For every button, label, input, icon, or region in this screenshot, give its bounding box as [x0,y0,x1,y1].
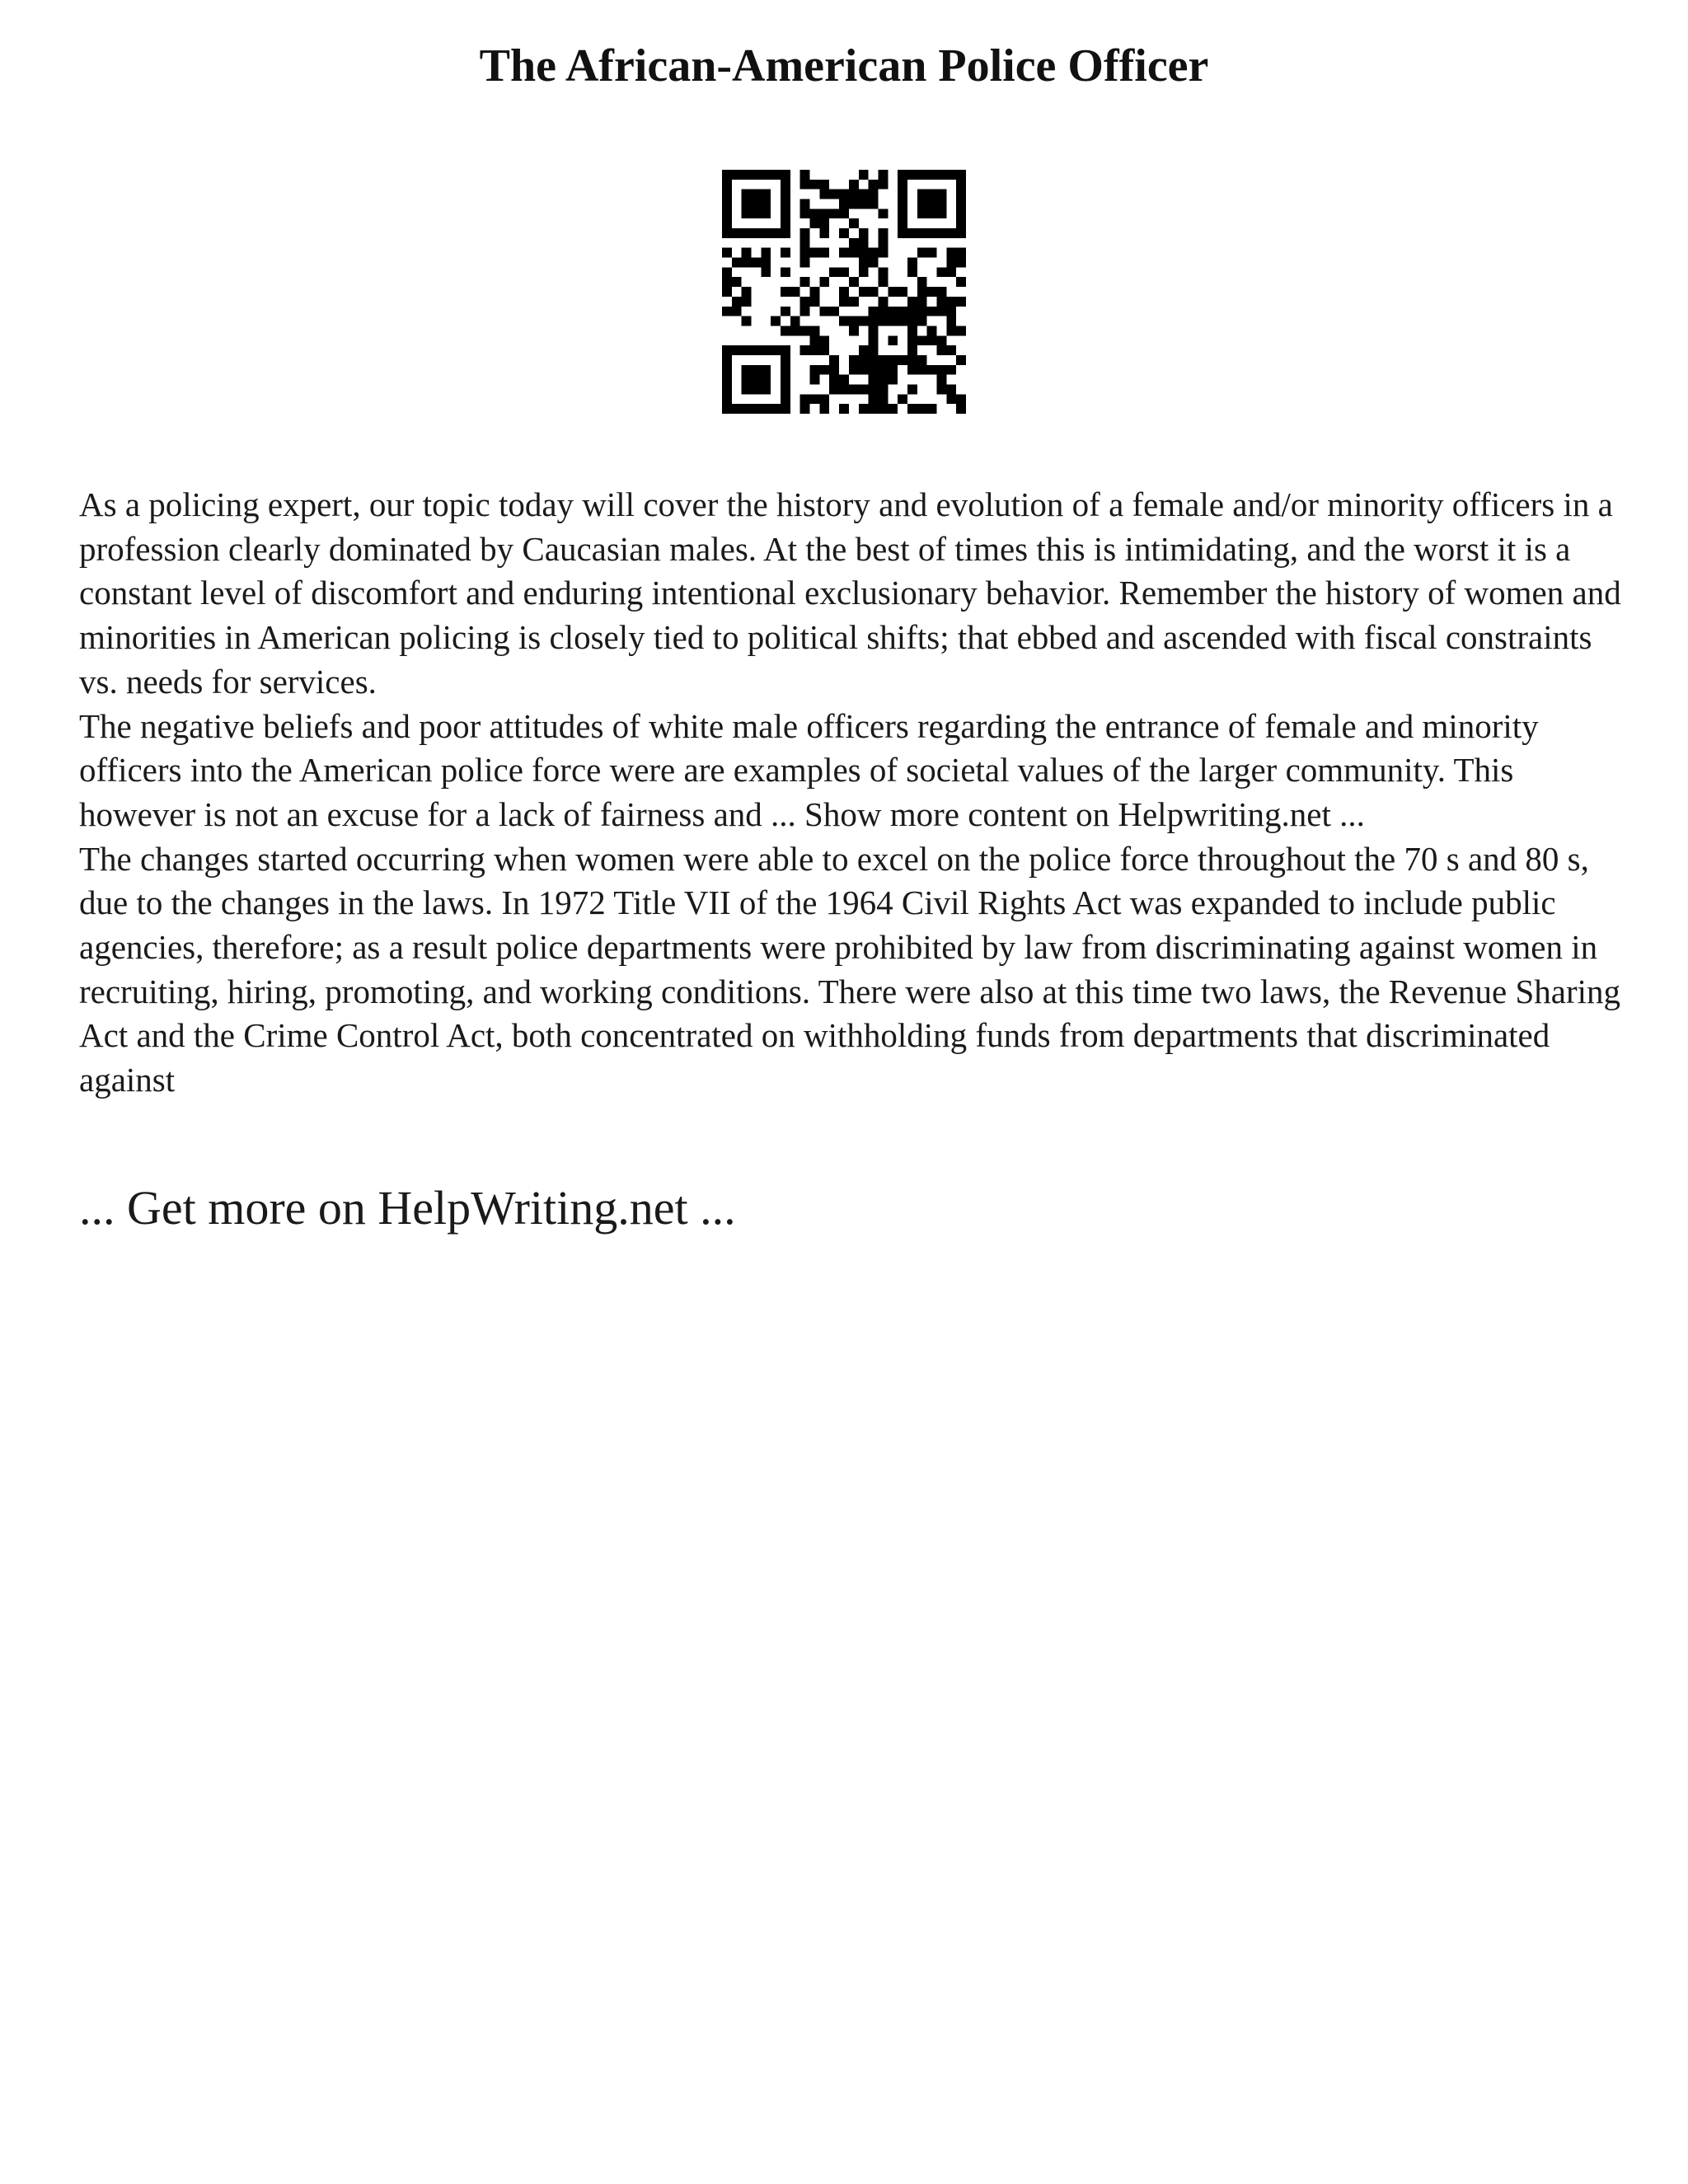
qr-module [810,326,820,335]
qr-module [742,297,752,307]
paragraph-2: The negative beliefs and poor attitudes of white male officers regarding the entrance of female and minority officers into the American police force were are examples of societal values of the larger community. This however is not an excuse for a lack of fairness and ... Show more content on Helpwriting.net ... [79,706,1539,833]
qr-module [810,180,820,190]
qr-module [898,287,907,297]
qr-module [849,248,859,258]
qr-module [839,375,849,385]
qr-module [927,365,937,375]
qr-module [761,248,771,258]
qr-module [869,258,879,268]
qr-module [849,355,859,365]
qr-module [859,287,869,297]
qr-module [810,365,820,375]
qr-module [956,258,966,268]
qr-finder-bottom-left-core [742,365,771,395]
qr-module [956,394,966,404]
qr-module [956,297,966,307]
qr-module [722,307,732,316]
qr-module [781,248,790,258]
qr-module [878,394,888,404]
qr-module [732,277,742,287]
qr-module [878,248,888,258]
qr-module [946,316,956,326]
qr-module [956,355,966,365]
qr-module [819,394,829,404]
qr-module [839,190,849,199]
qr-module [956,404,966,414]
qr-module [936,287,946,297]
qr-module [819,209,829,218]
qr-module [829,355,839,365]
qr-module [859,316,869,326]
qr-module [819,404,829,414]
qr-module [800,345,810,355]
qr-module [956,248,966,258]
qr-module [800,326,810,335]
qr-module [839,228,849,238]
qr-module [781,307,790,316]
qr-module [742,316,752,326]
qr-module [936,267,946,277]
qr-module [859,365,869,375]
qr-module [869,375,879,385]
qr-module [722,277,732,287]
qr-module [936,335,946,345]
qr-module [878,375,888,385]
qr-module [849,326,859,335]
qr-module [869,404,879,414]
qr-module [878,307,888,316]
qr-module [917,248,927,258]
qr-module [849,316,859,326]
qr-module [790,326,800,335]
qr-module [946,307,956,316]
qr-module [800,209,810,218]
qr-module [878,384,888,394]
paragraph-1: As a policing expert, our topic today will cover the history and evolution of a female and/or minority officers in a profession clearly dominated by Caucasian males. At the best of times this is intimidating, and the worst it is a constant level of discomfort and enduring intentional exclusionary behavior. Remember the history of women and minorities in American policing is closely tied to political shifts; that ebbed and ascended with fiscal constraints vs. needs for services. [79,485,1621,701]
qr-module [819,345,829,355]
qr-module [839,287,849,297]
qr-module [869,384,879,394]
qr-module [936,345,946,355]
qr-module [888,404,898,414]
qr-module [849,218,859,228]
qr-module [917,316,927,326]
qr-module [878,277,888,287]
qr-module [849,180,859,190]
qr-module [907,384,917,394]
qr-module [810,375,820,385]
qr-module [790,287,800,297]
qr-module [742,287,752,297]
qr-module [917,277,927,287]
qr-module [878,238,888,248]
qr-module [839,316,849,326]
qr-module [819,365,829,375]
qr-module [869,394,879,404]
qr-module [732,258,742,268]
qr-module [936,297,946,307]
qr-module [829,375,839,385]
paragraph-3: The changes started occurring when women were able to excel on the police force throughout the 70 s and 80 s, due to the changes in the laws. In 1972 Title VII of the 1964 Civil Rights Act was expanded to include public agencies, therefore; as a result police departments were prohibited by law from discriminating against women in recruiting, hiring, promoting, and working conditions. There were also at this time two laws, the Revenue Sharing Act and the Crime Control Act, both concentrated on withholding funds from departments that discriminated against [79,839,1621,1099]
qr-module [722,248,732,258]
qr-module [839,248,849,258]
qr-module [800,394,810,404]
qr-module [810,394,820,404]
qr-module [742,258,752,268]
qr-module [849,190,859,199]
qr-module [800,297,810,307]
qr-module [898,307,907,316]
qr-module [859,384,869,394]
qr-module [819,307,829,316]
qr-module [869,307,879,316]
qr-module [810,297,820,307]
qr-module [781,287,790,297]
qr-module [819,248,829,258]
qr-module [839,404,849,414]
qr-module [946,365,956,375]
qr-module [800,180,810,190]
qr-module [917,404,927,414]
qr-module [927,287,937,297]
qr-module [859,248,869,258]
qr-module [917,335,927,345]
qr-module [956,326,966,335]
qr-module [859,355,869,365]
qr-module [752,258,762,268]
qr-module [946,267,956,277]
qr-module [829,384,839,394]
article-body [79,483,1629,1103]
qr-module [761,267,771,277]
qr-module [781,326,790,335]
qr-module [761,258,771,268]
qr-module [859,228,869,238]
qr-module [829,190,839,199]
qr-module [810,209,820,218]
qr-module [927,307,937,316]
qr-module [859,345,869,355]
qr-module [819,180,829,190]
qr-module [859,190,869,199]
qr-module [946,394,956,404]
qr-module [839,384,849,394]
qr-module [927,335,937,345]
qr-module [849,365,859,375]
qr-module [800,238,810,248]
qr-module [829,365,839,375]
qr-module [849,238,859,248]
qr-module [859,404,869,414]
qr-module [917,307,927,316]
qr-module [907,307,917,316]
qr-module [907,365,917,375]
qr-module [869,248,879,258]
qr-module [946,345,956,355]
qr-module [859,258,869,268]
qr-module [800,248,810,258]
qr-module [927,326,937,335]
qr-module [946,326,956,335]
qr-module [819,190,829,199]
qr-module [810,218,820,228]
qr-module [800,228,810,238]
qr-module [859,238,869,248]
qr-module [839,267,849,277]
qr-module [742,248,752,258]
qr-module [839,199,849,209]
qr-module [927,248,937,258]
qr-module [849,297,859,307]
qr-module [907,404,917,414]
qr-module [917,355,927,365]
qr-module [917,287,927,297]
qr-module [732,307,742,316]
qr-module [722,287,732,297]
qr-finder-top-right-core [917,190,947,219]
qr-code-icon [722,170,966,414]
qr-alignment-core [888,335,898,345]
qr-module [946,248,956,258]
qr-module [800,199,810,209]
qr-module [917,297,927,307]
qr-module [878,297,888,307]
qr-module [849,199,859,209]
qr-module [771,316,781,326]
qr-module [819,335,829,345]
qr-module [819,218,829,228]
qr-module [859,267,869,277]
qr-module [936,365,946,375]
qr-module [878,365,888,375]
qr-module [869,287,879,297]
qr-module [907,297,917,307]
qr-module [888,307,898,316]
qr-module [907,258,917,268]
qr-module [800,170,810,180]
qr-module [869,190,879,199]
qr-module [907,267,917,277]
qr-module [810,248,820,258]
qr-module [781,267,790,277]
qr-module [859,199,869,209]
qr-module [946,384,956,394]
qr-module [936,307,946,316]
qr-module [790,316,800,326]
qr-module [800,307,810,316]
qr-module [722,267,732,277]
qr-module [936,375,946,385]
qr-module [800,277,810,287]
qr-module [956,277,966,287]
qr-module [839,209,849,218]
qr-module [849,277,859,287]
qr-module [810,287,820,297]
qr-module [800,404,810,414]
qr-module [878,228,888,238]
qr-module [810,345,820,355]
qr-finder-top-left-core [742,190,771,219]
qr-module [819,277,829,287]
qr-module [946,258,956,268]
qr-module [917,365,927,375]
qr-module [878,170,888,180]
get-more-link[interactable]: ... Get more on HelpWriting.net ... [79,1181,736,1235]
qr-module [878,180,888,190]
qr-module [869,180,879,190]
qr-module [936,384,946,394]
qr-module [946,297,956,307]
qr-module [800,258,810,268]
qr-module [888,365,898,375]
qr-module [859,170,869,180]
qr-module [869,365,879,375]
qr-module [888,287,898,297]
qr-module [839,297,849,307]
qr-module [927,404,937,414]
qr-module [810,335,820,345]
document-title: The African-American Police Officer [479,40,1209,91]
qr-module [898,394,907,404]
qr-module [829,209,839,218]
qr-module [888,375,898,385]
qr-module [849,384,859,394]
qr-module [869,199,879,209]
qr-module [878,209,888,218]
qr-module [829,267,839,277]
qr-module [878,404,888,414]
qr-module [878,267,888,277]
qr-module [732,297,742,307]
qr-module [829,307,839,316]
qr-module [819,228,829,238]
